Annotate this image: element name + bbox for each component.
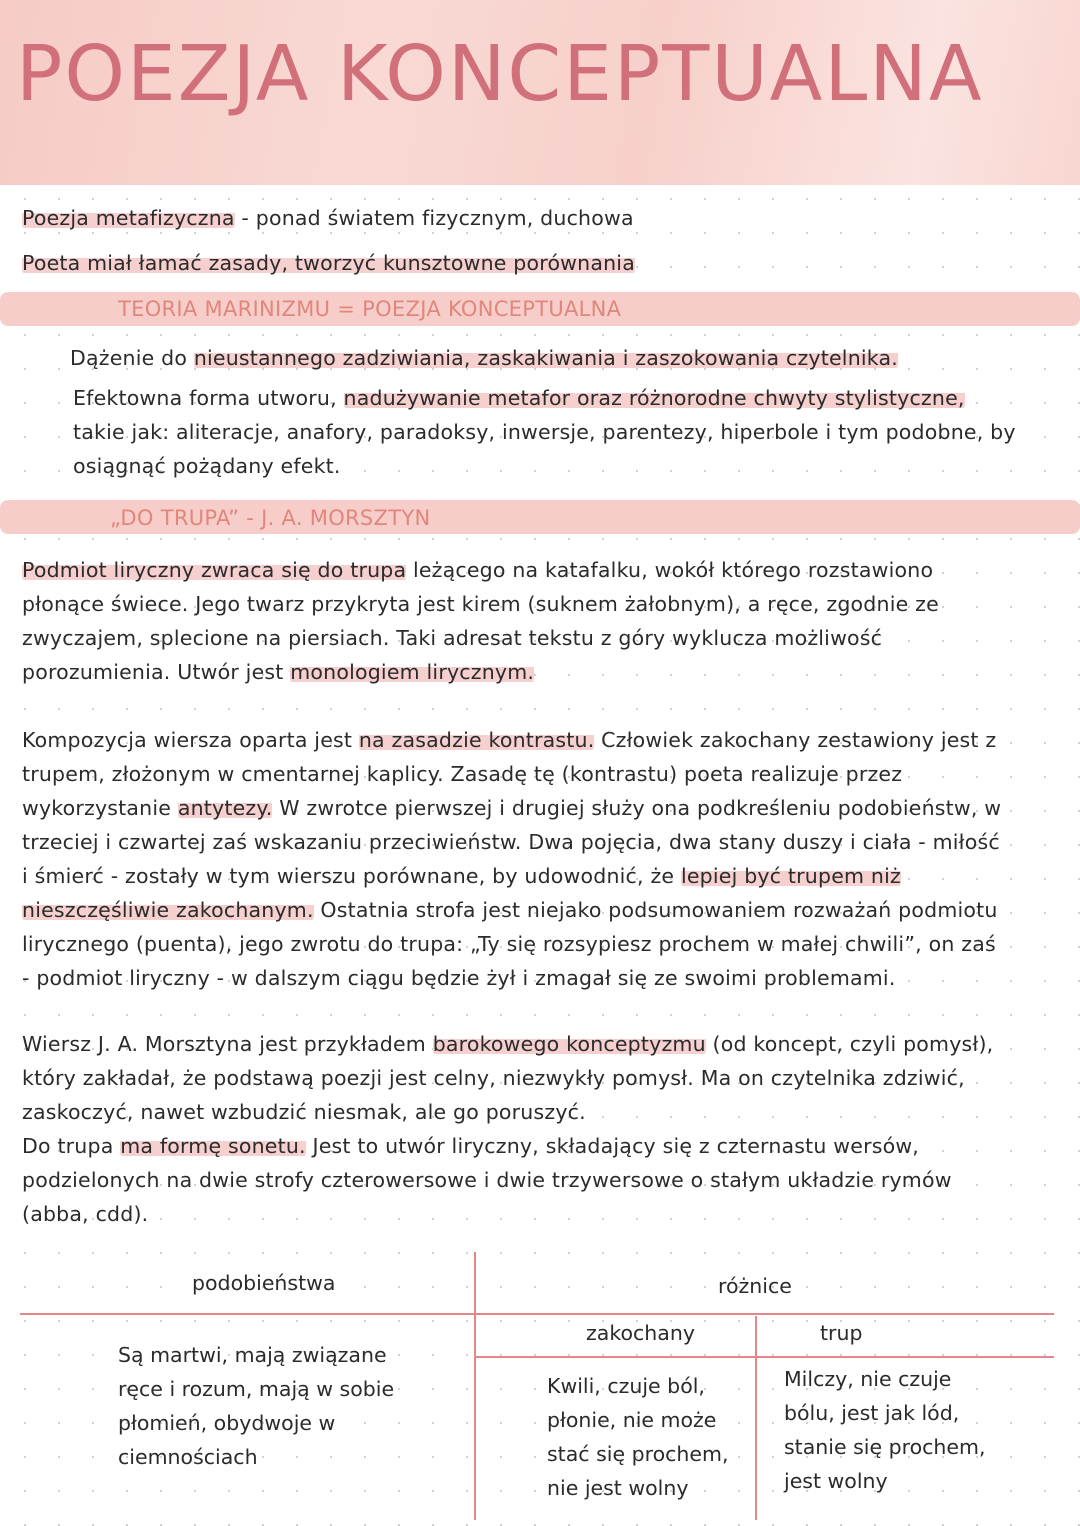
highlight-metaphysical-poetry: Poezja metafizyczna <box>22 206 235 230</box>
header-differences: różnice <box>718 1274 792 1298</box>
paragraph-composition: Kompozycja wiersza oparta jest na zasadzie kontrastu. Człowiek zakochany zestawiony jest z trupem, złożonym w cmentarnej kaplicy. Zasadę tę (kontrastu) poeta realizuje przez wykorzystanie antytezy. W zwrotce pierwszej i drugiej służy ona podkreśleniu podobieństw, w trzeciej i czwartej zaś wskazaniu przeciwieństw. Dwa pojęcia, dwa stany duszy i ciała - miłość i śmierć - zostały w tym wierszu porównane, by udowodnić, że lepiej być trupem niż nieszczęśliwie zakochanym. Ostatnia strofa jest niejako podsumowaniem rozważań podmiotu lirycznego (puenta), jego zwrotu do trupa: „Ty się rozsypiesz prochem w małej chwili”, on zaś - podmiot liryczny - w dalszym ciągu będzie żył i zmagał się ze swoimi problemami. <box>22 728 1002 990</box>
paragraph-addressee: Podmiot liryczny zwraca się do trupa leżącego na katafalku, wokół którego rozstawiono płonące świece. Jego twarz przykryta jest kirem (suknem żałobnym), a ręce, zgodnie ze zwyczajem, splecione na piersiach. Taki adresat tekstu z góry wyklucza możliwość porozumienia. Utwór jest monologiem lirycznym. <box>22 558 939 684</box>
subheader-lover: zakochany <box>586 1321 695 1345</box>
table-divider-main <box>474 1252 476 1520</box>
lover-cell: Kwili, czuje ból, płonie, nie może stać się prochem, nie jest wolny <box>547 1374 729 1500</box>
intro-line-1: Poezja metafizyczna - ponad światem fizycznym, duchowa <box>22 206 634 230</box>
table-subheader-rule <box>476 1356 1054 1358</box>
page-title: POEZJA KONCEPTUALNA <box>16 30 984 119</box>
highlight-poet-rules: Poeta miał łamać zasady, tworzyć kunsztowne porównania <box>22 251 635 275</box>
subheader-corpse: trup <box>820 1321 863 1345</box>
marinism-text <box>70 341 1060 483</box>
marinism-line-2: Efektowna forma utworu, nadużywanie metafor oraz różnorodne chwyty stylistyczne, <box>73 386 965 410</box>
table-header-rule <box>20 1313 1054 1315</box>
corpse-cell: Milczy, nie czuje bólu, jest jak lód, stanie się prochem, jest wolny <box>784 1367 986 1493</box>
header-similarities: podobieństwa <box>192 1271 336 1295</box>
paragraph-conceptism: Wiersz J. A. Morsztyna jest przykładem barokowego konceptyzmu (od koncept, czyli pomysł), który zakładał, że podstawą poezji jest celny, niezwykły pomysł. Ma on czytelnika zdziwić, zaskoczyć, nawet wzbudzić niesmak, ale go poruszyć. Do trupa ma formę sonetu. Jest to utwór liryczny, składający się z czternastu wersów, podzielonych na dwie strofy czterowersowe i dwie trzywersowe o stałym układzie rymów (abba, cdd). <box>22 1032 994 1226</box>
marinism-line-4: osiągnąć pożądany efekt. <box>73 454 341 478</box>
marinism-line-1: Dążenie do nieustannego zadziwiania, zaskakiwania i zaszokowania czytelnika. <box>70 346 898 370</box>
table-divider-sub <box>755 1316 757 1520</box>
section-heading-do-trupa: „DO TRUPA” - J. A. MORSZTYN <box>110 506 431 530</box>
section-heading-marinism: TEORIA MARINIZMU = POEZJA KONCEPTUALNA <box>118 297 622 321</box>
similarities-cell: Są martwi, mają związane ręce i rozum, mają w sobie płomień, obydwoje w ciemnościach <box>118 1343 395 1469</box>
marinism-line-3: takie jak: aliteracje, anafory, paradoksy, inwersje, parentezy, hiperbole i tym podobne, by <box>73 420 1016 444</box>
intro-line-2 <box>22 246 635 280</box>
